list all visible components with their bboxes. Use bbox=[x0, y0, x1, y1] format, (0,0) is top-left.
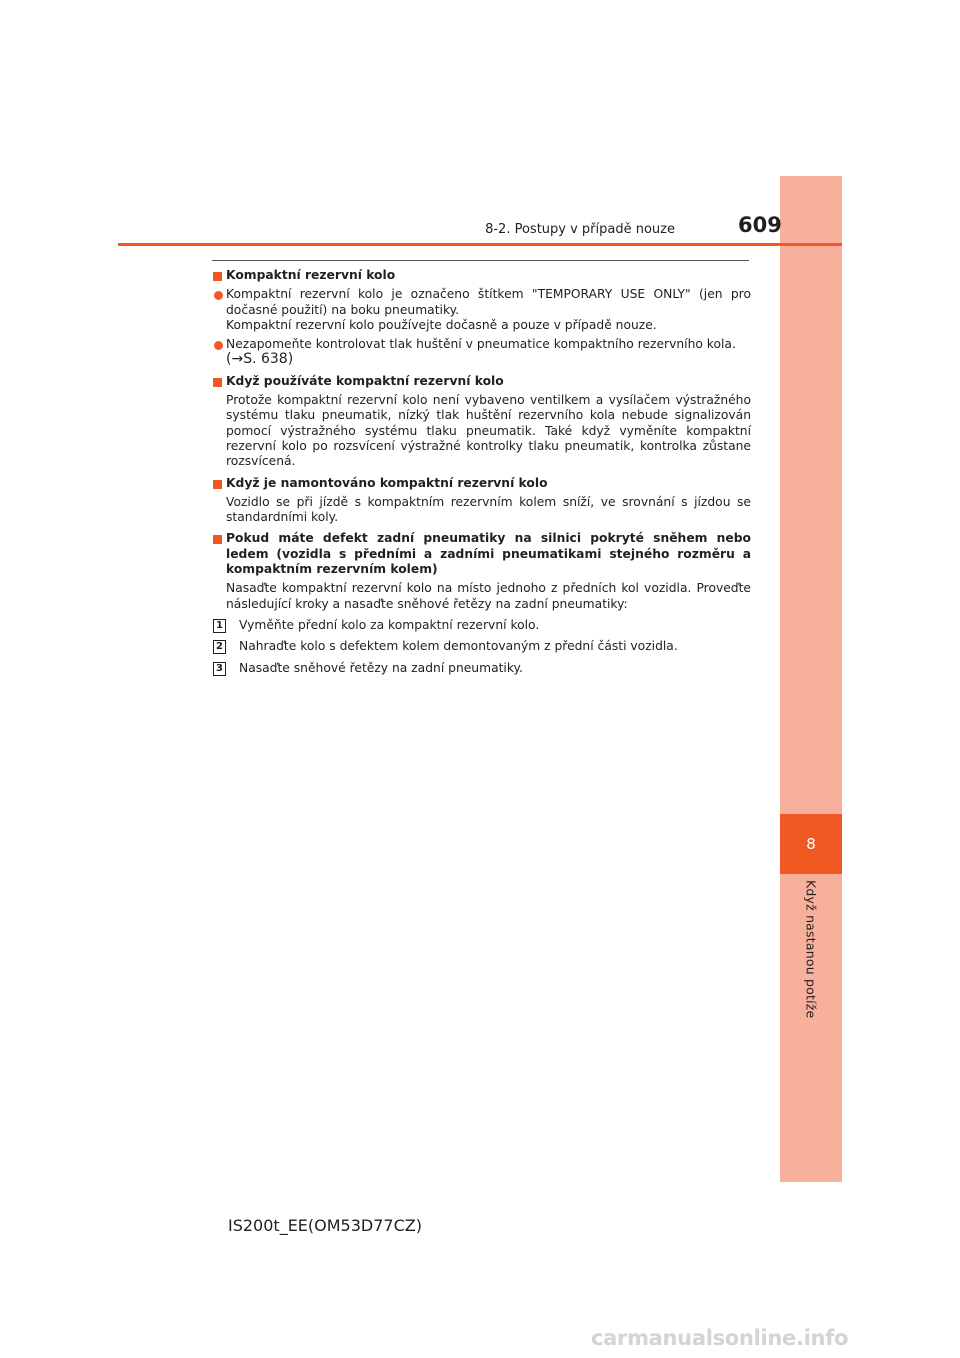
chapter-title-tab bbox=[780, 880, 842, 1040]
step-text: Vyměňte přední kolo za kompaktní rezervní kolo. bbox=[239, 617, 540, 632]
chapter-number: 8 bbox=[806, 835, 816, 853]
section-paragraph: Nasaďte kompaktní rezervní kolo na místo jednoho z předních kol vozidla. Proveďte následující kroky a nasaďte sněhové řetězy na zadní pneumatiky: bbox=[226, 581, 751, 611]
chapter-number-tab[interactable] bbox=[780, 814, 842, 874]
page-number: 609 bbox=[738, 213, 782, 237]
section-heading: Když je namontováno kompaktní rezervní kolo bbox=[213, 476, 751, 491]
chapter-title: Když nastanou potíže bbox=[803, 880, 819, 1019]
step-text: Nahraďte kolo s defektem kolem demontovaným z přední části vozidla. bbox=[239, 639, 678, 654]
step-text: Nasaďte sněhové řetězy na zadní pneumatiky. bbox=[239, 660, 523, 675]
bullet-text: Kompaktní rezervní kolo je označeno štítkem "TEMPORARY USE ONLY" (jen pro dočasné použití) na boku pneumatiky. bbox=[226, 287, 751, 317]
section-paragraph: Vozidlo se při jízdě s kompaktním rezervním kolem sníží, ve srovnání s jízdou se standardními koly. bbox=[226, 494, 751, 525]
square-bullet-icon bbox=[213, 535, 222, 544]
square-bullet-icon bbox=[213, 272, 222, 281]
step-item bbox=[213, 618, 751, 633]
round-bullet-icon bbox=[214, 341, 223, 350]
header-divider bbox=[118, 243, 842, 246]
section-title: 8-2. Postupy v případě nouze bbox=[485, 222, 675, 237]
bullet-item bbox=[213, 287, 751, 333]
watermark: carmanualsonline.info bbox=[591, 1326, 849, 1350]
section-heading: Když používáte kompaktní rezervní kolo bbox=[213, 374, 751, 389]
step-number-badge: 1 bbox=[213, 619, 226, 633]
square-bullet-icon bbox=[213, 378, 222, 387]
step-number-badge: 2 bbox=[213, 640, 226, 654]
step-number-badge: 3 bbox=[213, 662, 226, 676]
content-divider bbox=[212, 260, 749, 261]
section-heading: Pokud máte defekt zadní pneumatiky na silnici pokryté sněhem nebo ledem (vozidla s předními a zadními pneumatikami stejného rozměru a kompaktním rezervním kolem) bbox=[213, 531, 751, 577]
step-item bbox=[213, 639, 751, 654]
page-reference-link[interactable]: (→S. 638) bbox=[226, 351, 294, 368]
bullet-text: Kompaktní rezervní kolo používejte dočasně a pouze v případě nouze. bbox=[226, 317, 657, 332]
round-bullet-icon bbox=[214, 291, 223, 300]
section-paragraph: Protože kompaktní rezervní kolo není vybaveno ventilkem a vysílačem výstražného systému tlaku pneumatik, nízký tlak huštění rezervního kola nebude signalizován pomocí výstražného systému tlaku pneumatik. Také když vyměníte kompaktní rezervní kolo po rozsvícení výstražné kontrolky tlaku pneumatik, kontrolka zůstane rozsvícená. bbox=[226, 393, 751, 469]
section-heading: Kompaktní rezervní kolo bbox=[213, 268, 751, 283]
page-content bbox=[213, 268, 751, 676]
bullet-item bbox=[213, 337, 751, 368]
model-code: IS200t_EE(OM53D77CZ) bbox=[228, 1216, 422, 1235]
step-item bbox=[213, 661, 751, 676]
bullet-text: Nezapomeňte kontrolovat tlak huštění v pneumatice kompaktního rezervního kola. bbox=[226, 337, 736, 352]
square-bullet-icon bbox=[213, 480, 222, 489]
